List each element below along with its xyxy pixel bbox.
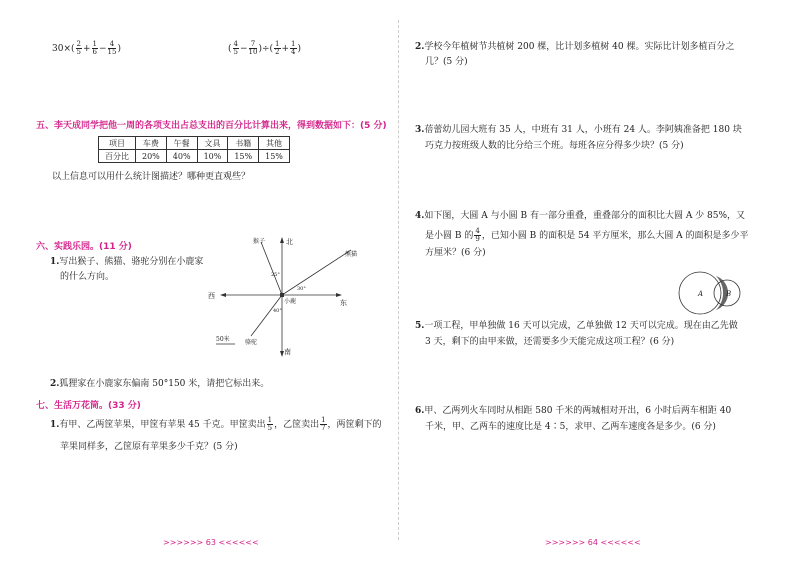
overlap-circles-diagram [676, 270, 746, 318]
table-cell: 15% [259, 150, 290, 163]
section-5-question: 以上信息可以用什么统计图描述？哪种更直观些？ [52, 172, 251, 182]
section-6-title: 六、实践乐园。(11 分) [36, 242, 132, 252]
fraction: $\frac{2}{5}$ [76, 40, 81, 56]
table-cell: 20% [136, 150, 167, 163]
table-cell: 40% [166, 150, 197, 163]
section-7-q1: 1.有甲、乙两筐苹果，甲筐有苹果 45 千克。甲筐卖出 $\frac{1}{5}$ ，乙筐卖出 $\frac{1}{7}$ ，两筐剩下的 [50, 416, 382, 432]
east-arrow [336, 293, 342, 297]
right-q5-line2: 3 天，剩下的由甲来做，还需要多少天能完成这项工程？(6 分) [425, 337, 675, 347]
north-arrow [280, 237, 284, 243]
compass-diagram [205, 232, 360, 362]
right-q3: 3.蓓蕾幼儿园大班有 35 人，中班有 31 人，小班有 24 人。李阿姨准备把 180 块 [415, 125, 742, 135]
label-b: B [726, 290, 732, 298]
label-deer: 小鹿 [284, 298, 297, 305]
right-q4-line2: 是小圆 B 的 $\frac{4}{9}$ ，已知小圆 B 的面积是 54 平方厘米，那么大圆 A 的面积是多少平 [425, 227, 749, 243]
label-east: 东 [340, 299, 347, 307]
table-cell: 10% [197, 150, 228, 163]
label-west: 西 [208, 292, 215, 300]
label-camel: 骆驼 [245, 339, 258, 346]
section-6-q2: 2.狐狸家在小鹿家东偏南 50°150 米，请把它标出来。 [50, 379, 270, 389]
section-6-q1-line2: 的什么方向。 [60, 272, 115, 282]
right-q5: 5.一项工程，甲单独做 16 天可以完成，乙单独做 12 天可以完成。现在由乙先做 [415, 321, 738, 331]
right-q2: 2.学校今年植树节共植树 200 棵，比计划多植树 40 棵。实际比计划多植百分之 [415, 42, 735, 52]
table-cell: 百分比 [99, 150, 136, 163]
label-north: 北 [286, 238, 293, 246]
expense-table [98, 136, 290, 163]
label-angle-40: 40° [273, 308, 282, 314]
section-5-title: 五、李天成同学把他一周的各项支出占总支出的百分比计算出来，得到数据如下：(5 分) [36, 121, 387, 131]
table-header-row [99, 137, 290, 150]
right-q3-line2: 巧克力按班级人数的比分给三个班。每班各应分得多少块？(5 分) [425, 141, 684, 151]
label-panda: 熊猫 [345, 251, 358, 258]
fraction: $\frac{4}{15}$ [107, 40, 117, 56]
section-7-title: 七、生活万花筒。(33 分) [36, 401, 141, 411]
camel-direction-line [251, 295, 282, 336]
table-cell: 其他 [259, 137, 290, 150]
deer-home-marker [280, 293, 284, 297]
fraction: $\frac{1}{5}$ [267, 416, 273, 432]
right-q6: 6.甲、乙两列火车同时从相距 580 千米的两城相对开出，6 小时后两车相距 40 [415, 406, 732, 416]
label-angle-30: 30° [297, 286, 306, 292]
table-cell: 项目 [99, 137, 136, 150]
table-cell: 午餐 [166, 137, 197, 150]
section-6-q1: 1.写出猴子、熊猫、骆驼分别在小鹿家 [50, 257, 204, 267]
expr-text: 30×( [52, 44, 75, 54]
table-row [99, 150, 290, 163]
section-7-q1-line2: 苹果同样多，乙筐原有苹果多少千克？(5 分) [60, 442, 238, 452]
right-q6-line2: 千米，甲、乙两车的速度比是 4∶5，求甲、乙两车速度各是多少。(6 分) [425, 422, 716, 432]
page-number-left: >>>>>> 63 <<<<<< [163, 538, 259, 547]
label-angle-25: 25° [271, 272, 280, 278]
monkey-direction-line [261, 242, 282, 295]
fraction: $\frac{1}{6}$ [92, 40, 97, 56]
label-scale: 50米 [216, 336, 230, 343]
calc-expression-1: 30×( $\frac{2}{5}$ + $\frac{1}{6}$ − $\frac{4}{15}$ ) [52, 40, 121, 56]
right-q4: 4.如下图，大圆 A 与小圆 B 有一部分重叠，重叠部分的面积比大圆 A 少 85%，又 [415, 211, 746, 221]
fraction: $\frac{4}{5}$ [233, 40, 238, 56]
fraction: $\frac{1}{2}$ [275, 40, 280, 56]
west-arrow [220, 293, 226, 297]
right-q2-line2: 几？(5 分) [425, 57, 468, 67]
label-monkey: 猴子 [253, 238, 266, 245]
page-divider [398, 20, 399, 540]
page-number-right: >>>>>> 64 <<<<<< [545, 538, 641, 547]
table-cell: 书籍 [228, 137, 259, 150]
label-a: A [698, 290, 704, 298]
panda-direction-line [282, 250, 351, 295]
fraction: $\frac{7}{10}$ [248, 40, 258, 56]
right-q4-line3: 方厘米？(6 分) [425, 248, 486, 258]
calc-expression-2: ( $\frac{4}{5}$ − $\frac{7}{10}$ )÷( $\frac{1}{2}$ + $\frac{1}{4}$ ) [228, 40, 302, 56]
fraction: $\frac{1}{7}$ [321, 416, 326, 432]
label-south: 南 [284, 348, 291, 356]
table-cell: 车费 [136, 137, 167, 150]
fraction: $\frac{1}{4}$ [291, 40, 296, 56]
table-cell: 文具 [197, 137, 228, 150]
table-cell: 15% [228, 150, 259, 163]
fraction: $\frac{4}{9}$ [475, 227, 480, 243]
